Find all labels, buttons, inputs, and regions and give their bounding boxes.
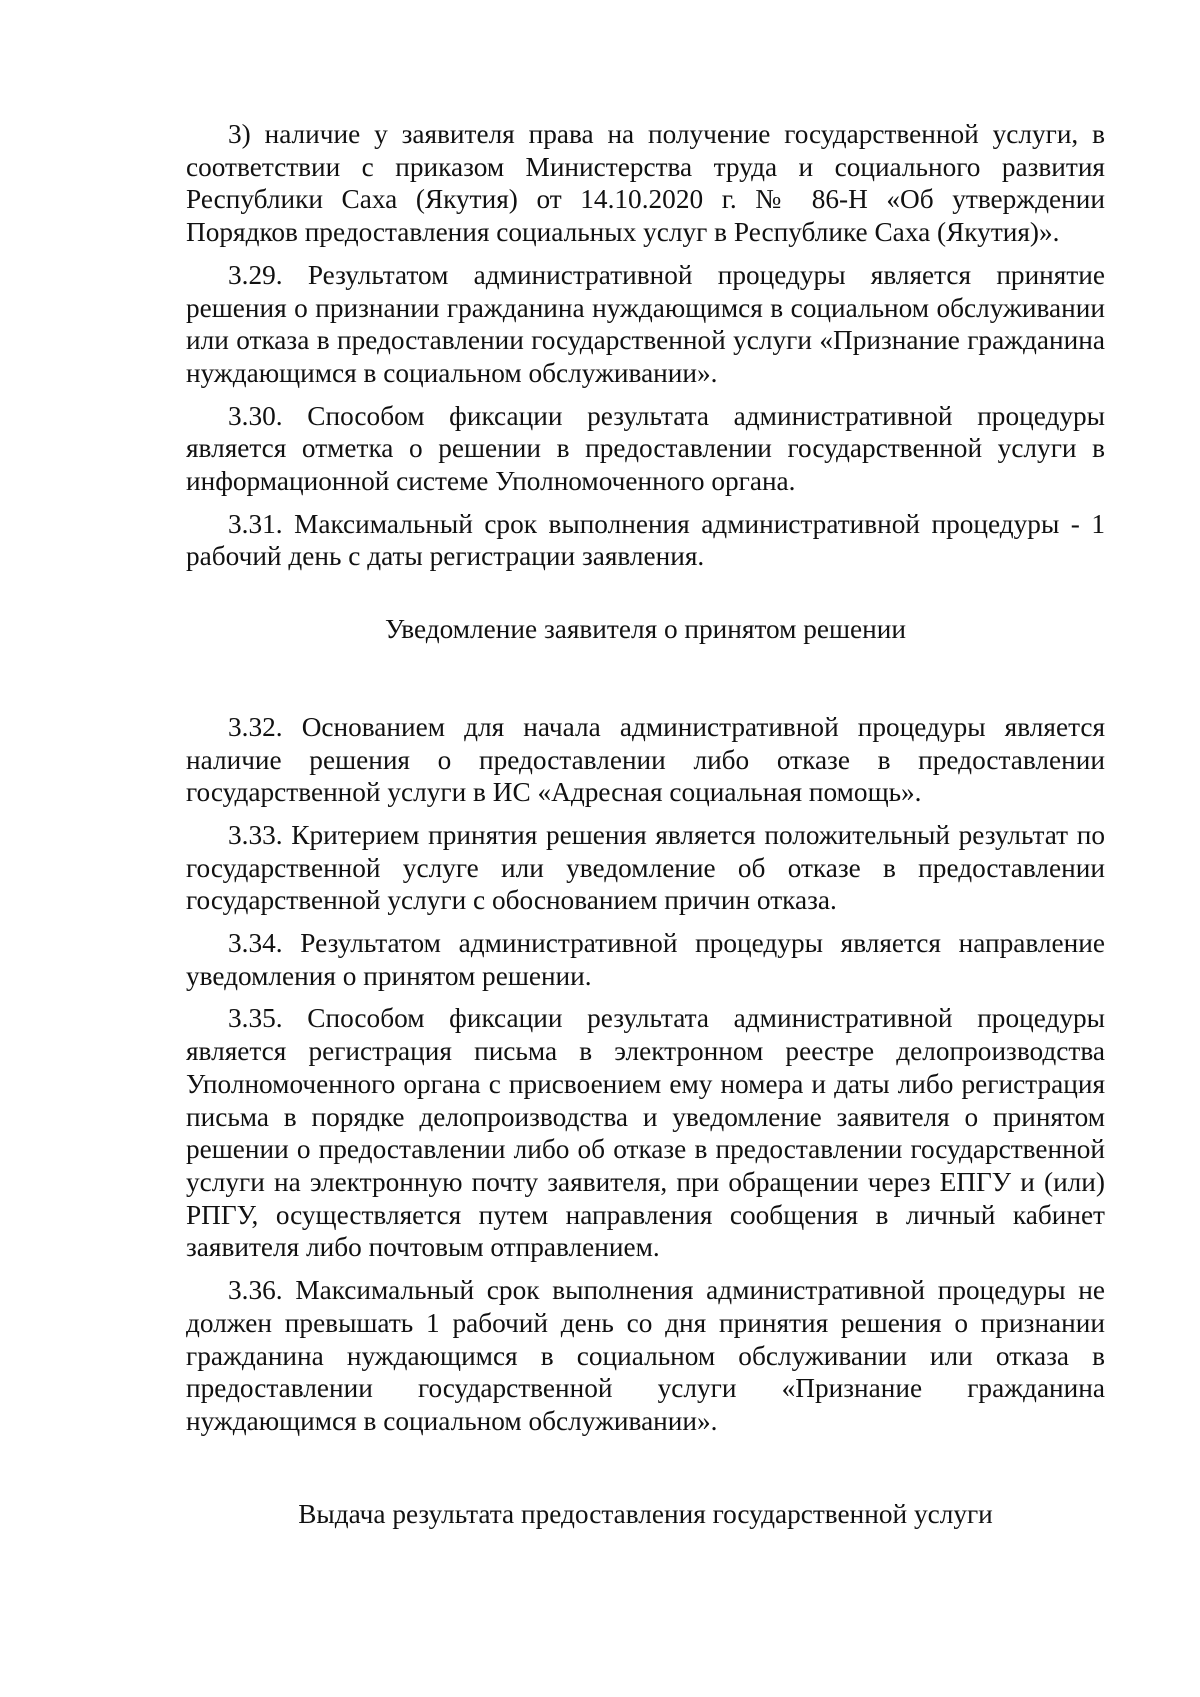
paragraph-3-29: 3.29. Результатом административной процедуры является принятие решения о признании гражданина нуждающимся в социальном обслуживании или отказа в предоставлении государственной услуги «Признание гражданина нуждающимся в социальном обслуживании». <box>186 259 1105 388</box>
paragraph-3-31: 3.31. Максимальный срок выполнения административной процедуры - 1 рабочий день с даты регистрации заявления. <box>186 508 1105 572</box>
paragraph-3-35: 3.35. Способом фиксации результата административной процедуры является регистрация письма в электронном реестре делопроизводства Уполномоченного органа с присвоением ему номера и даты либо регистрация письма в порядке делопроизводства и уведомление заявителя о принятом решении о предоставлении либо об отказе в предоставлении государственной услуги на электронную почту заявителя, при обращении через ЕПГУ и (или) РПГУ, осуществляется путем направления сообщения в личный кабинет заявителя либо почтовым отправлением. <box>186 1003 1105 1263</box>
paragraph-eligibility-item-3: 3) наличие у заявителя права на получение государственной услуги, в соответствии с приказом Министерства труда и социального развития Республики Саха (Якутия) от 14.10.2020 г. № 86-Н «Об утверждении Порядков предоставления социальных услуг в Республике Саха (Якутия)». <box>186 119 1105 248</box>
section-heading-notification: Уведомление заявителя о принятом решении <box>385 614 906 645</box>
section-heading-result-issuance: Выдача результата предоставления государственной услуги <box>298 1498 993 1529</box>
paragraph-3-36: 3.36. Максимальный срок выполнения административной процедуры не должен превышать 1 рабочий день со дня принятия решения о признании гражданина нуждающимся в социальном обслуживании или отказа в предоставлении государственной услуги «Признание гражданина нуждающимся в социальном обслуживании». <box>186 1275 1105 1436</box>
paragraph-3-33: 3.33. Критерием принятия решения является положительный результат по государственной услуге или уведомление об отказе в предоставлении государственной услуги с обоснованием причин отказа. <box>186 819 1105 916</box>
paragraph-3-30: 3.30. Способом фиксации результата административной процедуры является отметка о решении в предоставлении государственной услуги в информационной системе Уполномоченного органа. <box>186 400 1105 497</box>
paragraph-3-34: 3.34. Результатом административной процедуры является направление уведомления о принятом решении. <box>186 928 1105 991</box>
paragraph-3-32: 3.32. Основанием для начала административной процедуры является наличие решения о предоставлении либо отказе в предоставлении государственной услуги в ИС «Адресная социальная помощь». <box>186 711 1105 808</box>
document-body <box>186 118 1105 1530</box>
